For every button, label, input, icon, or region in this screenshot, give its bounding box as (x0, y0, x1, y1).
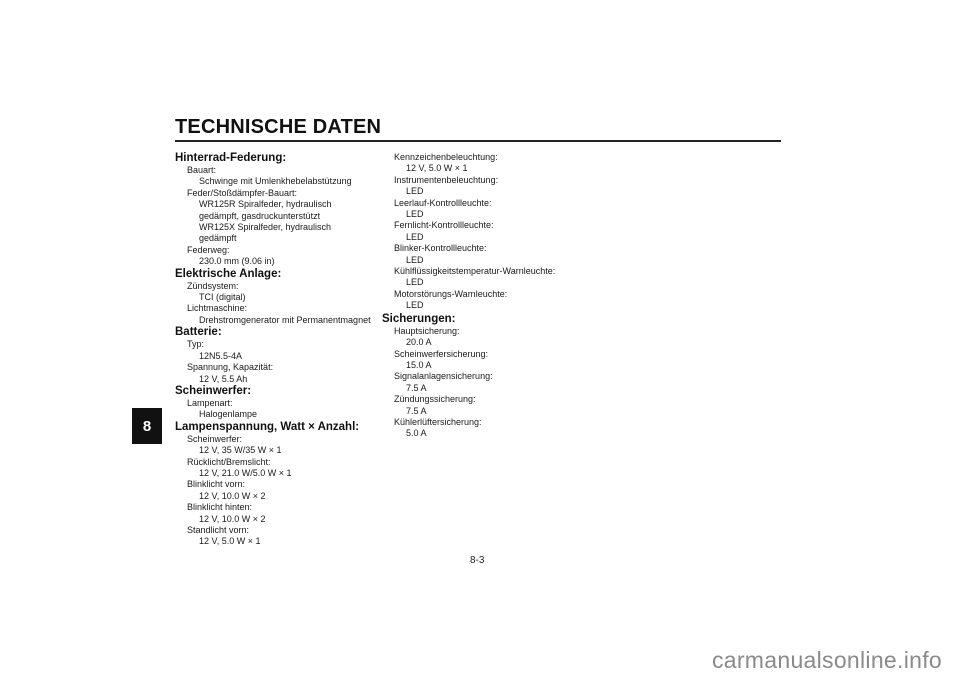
spec-label: Standlicht vorn: (187, 524, 250, 535)
spec-label: Spannung, Kapazität: (187, 362, 274, 373)
spec-value: 7.5 A (406, 405, 427, 416)
spec-value: WR125R Spiralfeder, hydraulisch (199, 199, 332, 210)
title-divider (175, 140, 781, 142)
spec-label: Rücklicht/Bremslicht: (187, 456, 271, 467)
spec-label: Kühlerlüftersicherung: (394, 416, 482, 427)
spec-label: Blinklicht vorn: (187, 479, 246, 490)
spec-value: 7.5 A (406, 382, 427, 393)
spec-label: Zündsystem: (187, 280, 239, 291)
spec-label: Scheinwerfersicherung: (394, 348, 489, 359)
spec-value: 12 V, 35 W/35 W × 1 (199, 445, 282, 456)
spec-value: 12N5.5-4A (199, 350, 243, 361)
spec-value: LED (406, 231, 424, 242)
spec-label: Typ: (187, 339, 205, 350)
section-body (382, 326, 682, 440)
spec-value: 12 V, 10.0 W × 2 (199, 490, 266, 501)
spec-label: Kühlflüssigkeitstemperatur-Warnleuchte: (394, 266, 556, 277)
spec-value: LED (406, 300, 424, 311)
spec-value: gedämpft, gasdruckunterstützt (199, 210, 321, 221)
section-heading: Scheinwerfer: (175, 384, 252, 397)
spec-label: Federweg: (187, 244, 230, 255)
spec-label: Leerlauf-Kontrollleuchte: (394, 197, 492, 208)
spec-value: 15.0 A (406, 359, 432, 370)
spec-label: Feder/Stoßdämpfer-Bauart: (187, 187, 298, 198)
spec-value: 12 V, 5.5 Ah (199, 373, 248, 384)
section-heading: Elektrische Anlage: (175, 267, 282, 280)
spec-label: Blinker-Kontrollleuchte: (394, 243, 487, 254)
page-title: TECHNISCHE DATEN (175, 116, 382, 138)
right-column (382, 152, 682, 440)
spec-label: Zündungssicherung: (394, 394, 476, 405)
spec-label: Instrumentenbeleuchtung: (394, 174, 499, 185)
spec-label: Blinklicht hinten: (187, 502, 253, 513)
spec-value: Halogenlampe (199, 409, 258, 420)
section-heading: Sicherungen: (382, 312, 456, 325)
spec-label: Motorstörungs-Warnleuchte: (394, 288, 508, 299)
spec-value: 12 V, 5.0 W × 1 (406, 163, 468, 174)
spec-label: Lichtmaschine: (187, 303, 248, 314)
spec-label: Hauptsicherung: (394, 325, 460, 336)
spec-value: 5.0 A (406, 428, 427, 439)
section-heading: Batterie: (175, 326, 222, 339)
spec-value: LED (406, 186, 424, 197)
spec-label: Lampenart: (187, 397, 233, 408)
spec-value: Drehstromgenerator mit Permanentmagnet (199, 314, 371, 325)
spec-value: Schwinge mit Umlenkhebelabstützung (199, 176, 352, 187)
spec-label: Fernlicht-Kontrollleuchte: (394, 220, 494, 231)
spec-value: 230.0 mm (9.06 in) (199, 256, 275, 267)
spec-value: gedämpft (199, 233, 237, 244)
chapter-tab: 8 (132, 408, 162, 444)
spec-value: LED (406, 254, 424, 265)
spec-value: LED (406, 277, 424, 288)
spec-value: TCI (digital) (199, 292, 246, 303)
spec-value: 12 V, 5.0 W × 1 (199, 536, 261, 547)
spec-value: LED (406, 209, 424, 220)
continued-spec-list (382, 152, 682, 312)
spec-value: 12 V, 10.0 W × 2 (199, 513, 266, 524)
spec-value: WR125X Spiralfeder, hydraulisch (199, 222, 332, 233)
section-heading: Lampenspannung, Watt × Anzahl: (175, 420, 360, 433)
spec-value: 20.0 A (406, 337, 432, 348)
section-heading: Hinterrad-Federung: (175, 152, 287, 164)
watermark: carmanualsonline.info (711, 647, 942, 673)
spec-value: 12 V, 21.0 W/5.0 W × 1 (199, 467, 292, 478)
left-column (175, 152, 385, 548)
spec-label: Scheinwerfer: (187, 433, 243, 444)
spec-label: Signalanlagensicherung: (394, 371, 493, 382)
spec-label: Kennzeichenbeleuchtung: (394, 152, 498, 162)
page-number: 8-3 (470, 555, 485, 566)
spec-label: Bauart: (187, 165, 217, 175)
